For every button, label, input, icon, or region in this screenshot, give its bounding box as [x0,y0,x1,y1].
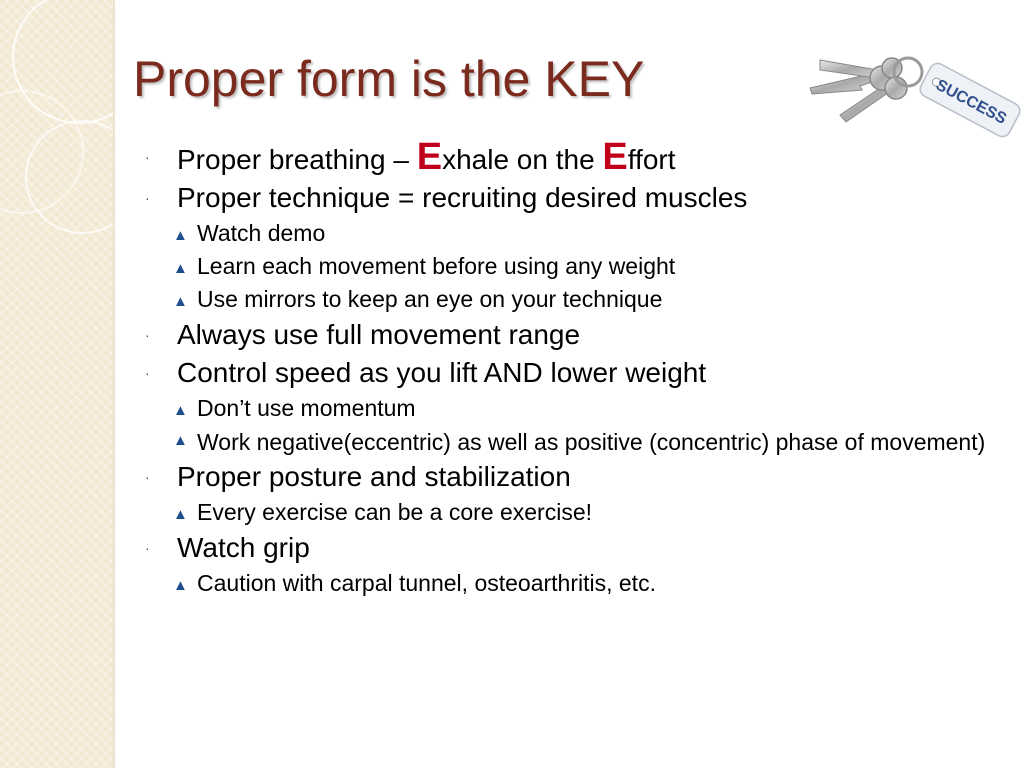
sub-bullet-text: Watch demo [197,220,326,246]
small-dot-icon: · [145,190,150,206]
sub-bullet-text: Don’t use momentum [197,395,416,421]
bullet-item [140,458,1000,496]
bullet-text: Proper breathing – [177,144,417,175]
sidebar-edge [113,0,116,768]
bullet-item [140,316,1000,354]
bullet-text: Proper technique = recruiting desired muscles [177,182,748,213]
emphasis-letter: E [602,136,628,178]
bullet-item [140,354,1000,392]
bullet-text: Control speed as you lift AND lower weight [177,357,707,388]
triangle-up-icon: ▲ [173,402,188,419]
decorative-sidebar [0,0,113,768]
triangle-up-icon: ▲ [173,577,188,594]
success-tag-text: SUCCESS [932,76,1010,128]
key-shapes [810,58,922,122]
triangle-up-icon: ▲ [173,506,188,523]
bullet-text: xhale on the [442,144,603,175]
emphasis-letter: E [416,136,443,178]
small-dot-icon: · [145,469,150,485]
small-dot-icon: · [145,540,150,556]
slide-title: Proper form is the KEY [133,51,645,107]
sub-bullet-text: Work negative(eccentric) as well as positive (concentric) phase of movement) [197,429,986,455]
bullet-item [140,529,1000,567]
bullet-list [140,138,1000,600]
bullet-text: Proper posture and stabilization [177,461,571,492]
sub-bullet-item [140,567,1000,600]
sub-bullet-text: Caution with carpal tunnel, osteoarthritis, etc. [197,570,656,596]
bullet-item [140,138,1000,179]
sub-bullet-text: Learn each movement before using any weight [197,253,676,279]
triangle-up-icon: ▲ [173,432,188,449]
bullet-text: ffort [627,144,676,175]
sub-bullet-item [140,283,1000,316]
sub-bullet-item [140,425,1000,458]
sub-bullet-item [140,392,1000,425]
sub-bullet-item [140,250,1000,283]
sub-bullet-item [140,496,1000,529]
sub-bullet-item [140,217,1000,250]
triangle-up-icon: ▲ [173,293,188,310]
triangle-up-icon: ▲ [173,260,188,277]
triangle-up-icon: ▲ [173,227,188,244]
small-dot-icon: · [145,365,150,381]
bullet-item [140,179,1000,217]
success-tag [917,61,1022,140]
small-dot-icon: · [145,149,150,165]
bullet-text: Watch grip [177,532,310,563]
small-dot-icon: · [145,327,150,343]
bullet-text: Always use full movement range [177,319,581,350]
sub-bullet-text: Every exercise can be a core exercise! [197,499,593,525]
sub-bullet-text: Use mirrors to keep an eye on your technique [197,286,663,312]
